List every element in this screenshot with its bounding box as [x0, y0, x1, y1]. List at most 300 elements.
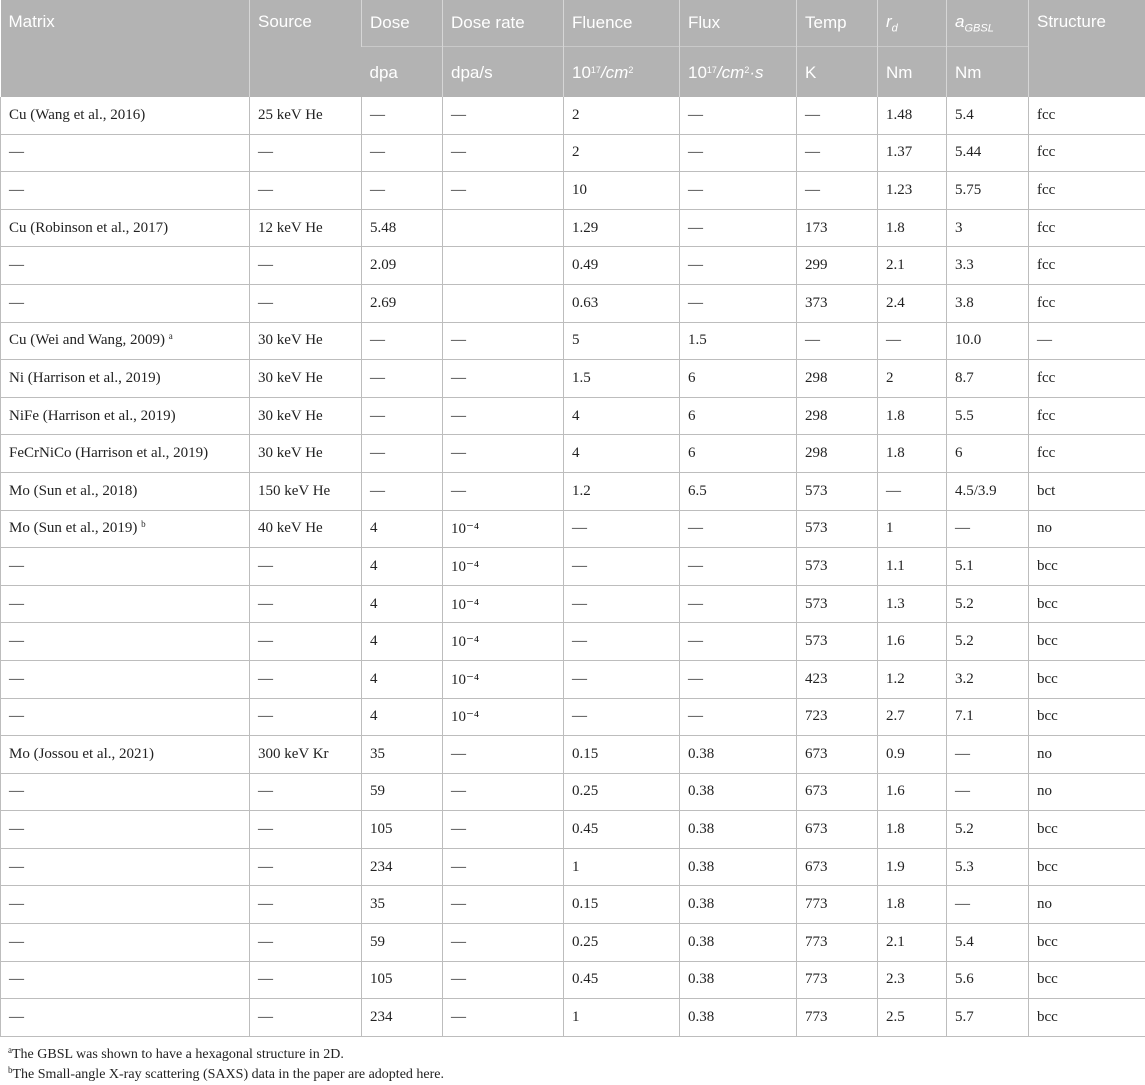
cell-fluence [564, 97, 680, 134]
header-fluence: Fluence [564, 0, 680, 47]
cell-flux-text: — [688, 182, 703, 198]
cell-structure [1029, 961, 1145, 999]
cell-dose [362, 134, 443, 172]
cell-temp-text: 673 [805, 859, 828, 875]
cell-structure-text: — [1037, 332, 1052, 348]
cell-matrix-text: Cu (Robinson et al., 2017) [9, 220, 168, 236]
cell-agbsl [947, 510, 1029, 548]
cell-matrix [1, 322, 250, 360]
cell-dose-rate-text: — [451, 746, 466, 762]
cell-flux-text: — [688, 596, 703, 612]
footnote-a [8, 1045, 1137, 1065]
cell-agbsl-text: — [955, 896, 970, 912]
cell-source [250, 172, 362, 210]
cell-dose-rate-text: 10⁻⁴ [451, 672, 479, 688]
cell-matrix-text: Cu (Wei and Wang, 2009) [9, 332, 169, 348]
footnote-b-text: The Small-angle X-ray scattering (SAXS) data in the paper are adopted here. [13, 1067, 445, 1082]
cell-matrix [1, 736, 250, 774]
cell-rd-text: — [886, 332, 901, 348]
cell-matrix-text: Cu (Wang et al., 2016) [9, 107, 145, 123]
cell-flux [680, 848, 797, 886]
cell-fluence [564, 886, 680, 924]
cell-dose-rate-text: — [451, 332, 466, 348]
header-rd [878, 0, 947, 47]
cell-matrix-text: — [9, 859, 24, 875]
cell-dose-text: — [370, 483, 385, 499]
cell-dose-rate-text: 10⁻⁴ [451, 634, 479, 650]
cell-structure [1029, 247, 1145, 285]
cell-structure [1029, 886, 1145, 924]
cell-fluence [564, 660, 680, 698]
cell-structure [1029, 548, 1145, 586]
cell-flux [680, 134, 797, 172]
cell-matrix-text: — [9, 821, 24, 837]
cell-dose-rate-text: — [451, 896, 466, 912]
unit-flux-base: 10 [688, 63, 707, 82]
cell-source [250, 247, 362, 285]
cell-rd-text: 2.1 [886, 257, 905, 273]
cell-source-text: — [258, 144, 273, 160]
header-matrix: Matrix [1, 0, 250, 97]
cell-source [250, 886, 362, 924]
cell-flux-text: 0.38 [688, 821, 714, 837]
cell-flux-text: 6 [688, 408, 696, 424]
cell-source-text: — [258, 896, 273, 912]
cell-rd [878, 811, 947, 849]
cell-rd-text: 1.37 [886, 144, 912, 160]
cell-matrix-text: — [9, 295, 24, 311]
cell-agbsl-text: 5.3 [955, 859, 974, 875]
cell-dose-text: 59 [370, 783, 385, 799]
cell-structure-text: fcc [1037, 257, 1055, 273]
cell-agbsl [947, 848, 1029, 886]
cell-flux [680, 585, 797, 623]
cell-source-text: 300 keV Kr [258, 746, 329, 762]
cell-dose [362, 848, 443, 886]
cell-flux-text: 0.38 [688, 1009, 714, 1025]
cell-rd [878, 472, 947, 510]
cell-structure-text: fcc [1037, 408, 1055, 424]
cell-structure-text: bcc [1037, 633, 1058, 649]
cell-matrix [1, 209, 250, 247]
cell-dose [362, 886, 443, 924]
cell-matrix-text: — [9, 596, 24, 612]
table-row [1, 472, 1145, 510]
cell-rd [878, 886, 947, 924]
cell-source [250, 472, 362, 510]
cell-flux-text: 6.5 [688, 483, 707, 499]
cell-temp [797, 397, 878, 435]
header-dose-rate: Dose rate [443, 0, 564, 47]
cell-matrix-text: — [9, 708, 24, 724]
cell-rd [878, 360, 947, 398]
cell-dose-text: 4 [370, 708, 378, 724]
cell-rd-text: 1.6 [886, 633, 905, 649]
cell-source-text: 150 keV He [258, 483, 330, 499]
unit-fluence-base: 10 [572, 63, 591, 82]
footnotes [0, 1037, 1145, 1085]
cell-source [250, 284, 362, 322]
table-row [1, 435, 1145, 473]
cell-source [250, 961, 362, 999]
cell-temp [797, 247, 878, 285]
cell-structure-text: fcc [1037, 370, 1055, 386]
cell-dose-rate-text: — [451, 408, 466, 424]
unit-flux-tail-exp: 2 [744, 65, 749, 75]
cell-source [250, 510, 362, 548]
cell-structure-text: fcc [1037, 107, 1055, 123]
cell-flux-text: 1.5 [688, 332, 707, 348]
table-row [1, 510, 1145, 548]
cell-fluence [564, 773, 680, 811]
cell-agbsl [947, 97, 1029, 134]
cell-structure [1029, 172, 1145, 210]
unit-agbsl: Nm [947, 47, 1029, 98]
cell-source [250, 660, 362, 698]
cell-rd-text: 0.9 [886, 746, 905, 762]
cell-dose-rate [443, 172, 564, 210]
cell-structure-text: bcc [1037, 821, 1058, 837]
unit-dose-rate: dpa/s [443, 47, 564, 98]
header-temp: Temp [797, 0, 878, 47]
cell-rd [878, 961, 947, 999]
cell-fluence [564, 924, 680, 962]
unit-temp: K [797, 47, 878, 98]
cell-matrix [1, 172, 250, 210]
cell-flux [680, 999, 797, 1037]
cell-flux-text: — [688, 671, 703, 687]
cell-agbsl-text: 5.2 [955, 821, 974, 837]
cell-dose-rate-text: 10⁻⁴ [451, 559, 479, 575]
cell-source [250, 360, 362, 398]
cell-flux-text: — [688, 220, 703, 236]
cell-structure-text: no [1037, 520, 1052, 536]
cell-flux [680, 360, 797, 398]
cell-dose-rate [443, 585, 564, 623]
cell-dose-text: — [370, 107, 385, 123]
cell-dose [362, 999, 443, 1037]
cell-dose-rate [443, 360, 564, 398]
cell-agbsl-text: 5.75 [955, 182, 981, 198]
cell-matrix [1, 924, 250, 962]
cell-structure [1029, 360, 1145, 398]
cell-temp-text: 298 [805, 408, 828, 424]
cell-matrix [1, 999, 250, 1037]
cell-temp [797, 472, 878, 510]
cell-dose-rate [443, 924, 564, 962]
cell-fluence-text: 1 [572, 859, 580, 875]
cell-fluence-text: 0.45 [572, 971, 598, 987]
cell-rd [878, 97, 947, 134]
cell-dose-text: — [370, 144, 385, 160]
cell-structure-text: bct [1037, 483, 1055, 499]
table-row [1, 924, 1145, 962]
cell-dose [362, 284, 443, 322]
cell-source-text: — [258, 671, 273, 687]
cell-structure-text: bcc [1037, 971, 1058, 987]
cell-matrix [1, 961, 250, 999]
cell-agbsl [947, 548, 1029, 586]
cell-agbsl-text: 5.2 [955, 633, 974, 649]
cell-fluence-text: 2 [572, 107, 580, 123]
cell-dose-rate [443, 247, 564, 285]
cell-source-text: — [258, 783, 273, 799]
cell-rd-text: 1.1 [886, 558, 905, 574]
cell-dose-rate [443, 999, 564, 1037]
cell-fluence-text: 0.15 [572, 746, 598, 762]
cell-dose [362, 472, 443, 510]
cell-temp [797, 924, 878, 962]
cell-dose-rate-text: — [451, 783, 466, 799]
cell-rd [878, 623, 947, 661]
cell-agbsl-text: 5.5 [955, 408, 974, 424]
cell-dose-rate [443, 698, 564, 736]
cell-matrix [1, 548, 250, 586]
cell-matrix [1, 585, 250, 623]
cell-fluence-text: — [572, 633, 587, 649]
cell-flux-text: 0.38 [688, 934, 714, 950]
cell-rd [878, 435, 947, 473]
cell-source [250, 924, 362, 962]
cell-flux [680, 623, 797, 661]
cell-dose-text: — [370, 332, 385, 348]
cell-temp [797, 585, 878, 623]
cell-temp [797, 848, 878, 886]
cell-structure [1029, 773, 1145, 811]
cell-dose-rate-text: — [451, 821, 466, 837]
cell-dose [362, 97, 443, 134]
cell-rd-text: 1.23 [886, 182, 912, 198]
cell-fluence [564, 811, 680, 849]
cell-flux [680, 698, 797, 736]
cell-structure [1029, 397, 1145, 435]
cell-source [250, 209, 362, 247]
cell-matrix [1, 623, 250, 661]
cell-rd [878, 999, 947, 1037]
cell-agbsl [947, 660, 1029, 698]
cell-agbsl-text: 5.6 [955, 971, 974, 987]
unit-flux-tail: /cm [717, 63, 744, 82]
cell-agbsl [947, 134, 1029, 172]
cell-matrix-text: FeCrNiCo (Harrison et al., 2019) [9, 445, 208, 461]
cell-temp-text: — [805, 332, 820, 348]
cell-fluence [564, 209, 680, 247]
unit-fluence [564, 47, 680, 98]
cell-dose-rate [443, 435, 564, 473]
cell-source [250, 585, 362, 623]
cell-fluence-text: 1.5 [572, 370, 591, 386]
cell-fluence [564, 548, 680, 586]
header-agbsl-sub: GBSL [964, 22, 993, 34]
cell-fluence [564, 623, 680, 661]
table-row [1, 848, 1145, 886]
cell-dose-text: 59 [370, 934, 385, 950]
cell-temp-text: 773 [805, 1009, 828, 1025]
cell-rd-text: 1.48 [886, 107, 912, 123]
cell-temp-text: 573 [805, 483, 828, 499]
cell-dose-text: 2.09 [370, 257, 396, 273]
cell-source [250, 397, 362, 435]
cell-dose-rate-text: — [451, 370, 466, 386]
cell-matrix-text: NiFe (Harrison et al., 2019) [9, 408, 176, 424]
cell-agbsl-text: 6 [955, 445, 963, 461]
cell-rd-text: 1.8 [886, 896, 905, 912]
cell-flux [680, 773, 797, 811]
cell-flux [680, 660, 797, 698]
cell-fluence [564, 397, 680, 435]
cell-dose-text: 4 [370, 520, 378, 536]
cell-structure-text: no [1037, 783, 1052, 799]
cell-dose-text: 105 [370, 971, 393, 987]
cell-flux-text: 6 [688, 445, 696, 461]
table-row [1, 548, 1145, 586]
cell-source [250, 435, 362, 473]
cell-source-text: 40 keV He [258, 520, 323, 536]
cell-temp-text: 773 [805, 934, 828, 950]
cell-source [250, 322, 362, 360]
unit-fluence-tail: /cm [601, 63, 628, 82]
cell-rd [878, 585, 947, 623]
cell-dose-text: — [370, 408, 385, 424]
cell-temp-text: — [805, 144, 820, 160]
cell-rd [878, 322, 947, 360]
cell-rd-text: 1.3 [886, 596, 905, 612]
cell-source-text: — [258, 971, 273, 987]
cell-fluence-text: 2 [572, 144, 580, 160]
cell-temp [797, 209, 878, 247]
cell-dose-rate [443, 773, 564, 811]
cell-dose-text: — [370, 445, 385, 461]
cell-flux [680, 397, 797, 435]
cell-rd [878, 924, 947, 962]
table-body [1, 97, 1145, 1036]
cell-dose-rate [443, 322, 564, 360]
cell-matrix [1, 472, 250, 510]
cell-rd [878, 698, 947, 736]
cell-source [250, 134, 362, 172]
cell-matrix-text: — [9, 1009, 24, 1025]
cell-source [250, 698, 362, 736]
cell-fluence [564, 510, 680, 548]
cell-structure [1029, 698, 1145, 736]
cell-structure [1029, 134, 1145, 172]
cell-dose-text: 4 [370, 596, 378, 612]
cell-dose [362, 585, 443, 623]
cell-dose [362, 435, 443, 473]
cell-temp-text: 673 [805, 783, 828, 799]
cell-source-text: 30 keV He [258, 408, 323, 424]
cell-fluence-text: — [572, 596, 587, 612]
unit-flux [680, 47, 797, 98]
cell-source [250, 773, 362, 811]
cell-matrix [1, 397, 250, 435]
cell-temp-text: 673 [805, 746, 828, 762]
cell-fluence [564, 999, 680, 1037]
cell-agbsl [947, 924, 1029, 962]
cell-matrix-text: — [9, 558, 24, 574]
cell-dose [362, 397, 443, 435]
cell-dose-rate-text: — [451, 1009, 466, 1025]
cell-rd [878, 548, 947, 586]
cell-rd-text: 1.8 [886, 408, 905, 424]
cell-temp-text: 298 [805, 445, 828, 461]
cell-dose [362, 736, 443, 774]
cell-temp [797, 360, 878, 398]
table-row [1, 698, 1145, 736]
header-structure: Structure [1029, 0, 1145, 97]
cell-structure [1029, 284, 1145, 322]
cell-dose-text: 35 [370, 746, 385, 762]
cell-agbsl-text: — [955, 783, 970, 799]
cell-agbsl [947, 623, 1029, 661]
cell-source [250, 811, 362, 849]
cell-dose [362, 548, 443, 586]
cell-dose-rate [443, 209, 564, 247]
cell-source-text: — [258, 934, 273, 950]
footnote-a-text: The GBSL was shown to have a hexagonal structure in 2D. [12, 1047, 344, 1062]
cell-structure [1029, 811, 1145, 849]
cell-temp [797, 97, 878, 134]
cell-rd-text: 2.1 [886, 934, 905, 950]
cell-matrix-text: Mo (Jossou et al., 2021) [9, 746, 154, 762]
cell-agbsl-text: — [955, 746, 970, 762]
cell-structure [1029, 97, 1145, 134]
cell-dose-text: 4 [370, 558, 378, 574]
cell-temp [797, 548, 878, 586]
cell-source [250, 999, 362, 1037]
unit-rd: Nm [878, 47, 947, 98]
cell-dose-rate [443, 848, 564, 886]
cell-dose-rate [443, 961, 564, 999]
cell-dose-rate [443, 397, 564, 435]
cell-temp-text: 573 [805, 520, 828, 536]
cell-flux [680, 736, 797, 774]
cell-dose [362, 247, 443, 285]
table-row [1, 247, 1145, 285]
header-flux: Flux [680, 0, 797, 47]
cell-fluence [564, 284, 680, 322]
cell-dose [362, 698, 443, 736]
cell-dose-rate [443, 134, 564, 172]
cell-dose-rate-text: 10⁻⁴ [451, 521, 479, 537]
cell-fluence [564, 736, 680, 774]
cell-matrix [1, 886, 250, 924]
cell-rd-text: 1 [886, 520, 894, 536]
cell-structure-text: bcc [1037, 1009, 1058, 1025]
cell-matrix [1, 660, 250, 698]
cell-flux [680, 284, 797, 322]
cell-dose-rate-text: — [451, 859, 466, 875]
cell-agbsl-text: 7.1 [955, 708, 974, 724]
cell-fluence-text: 1.29 [572, 220, 598, 236]
footnote-a-mark: a [8, 1045, 12, 1055]
cell-rd [878, 773, 947, 811]
cell-matrix [1, 848, 250, 886]
cell-structure-text: fcc [1037, 144, 1055, 160]
cell-agbsl [947, 284, 1029, 322]
cell-dose-rate-text: 10⁻⁴ [451, 709, 479, 725]
cell-flux-text: 0.38 [688, 971, 714, 987]
cell-agbsl [947, 961, 1029, 999]
cell-flux [680, 811, 797, 849]
cell-flux [680, 510, 797, 548]
cell-dose-rate [443, 284, 564, 322]
cell-dose-rate-text: — [451, 971, 466, 987]
header-agbsl [947, 0, 1029, 47]
cell-rd-text: 1.8 [886, 220, 905, 236]
table-row [1, 322, 1145, 360]
cell-structure [1029, 472, 1145, 510]
